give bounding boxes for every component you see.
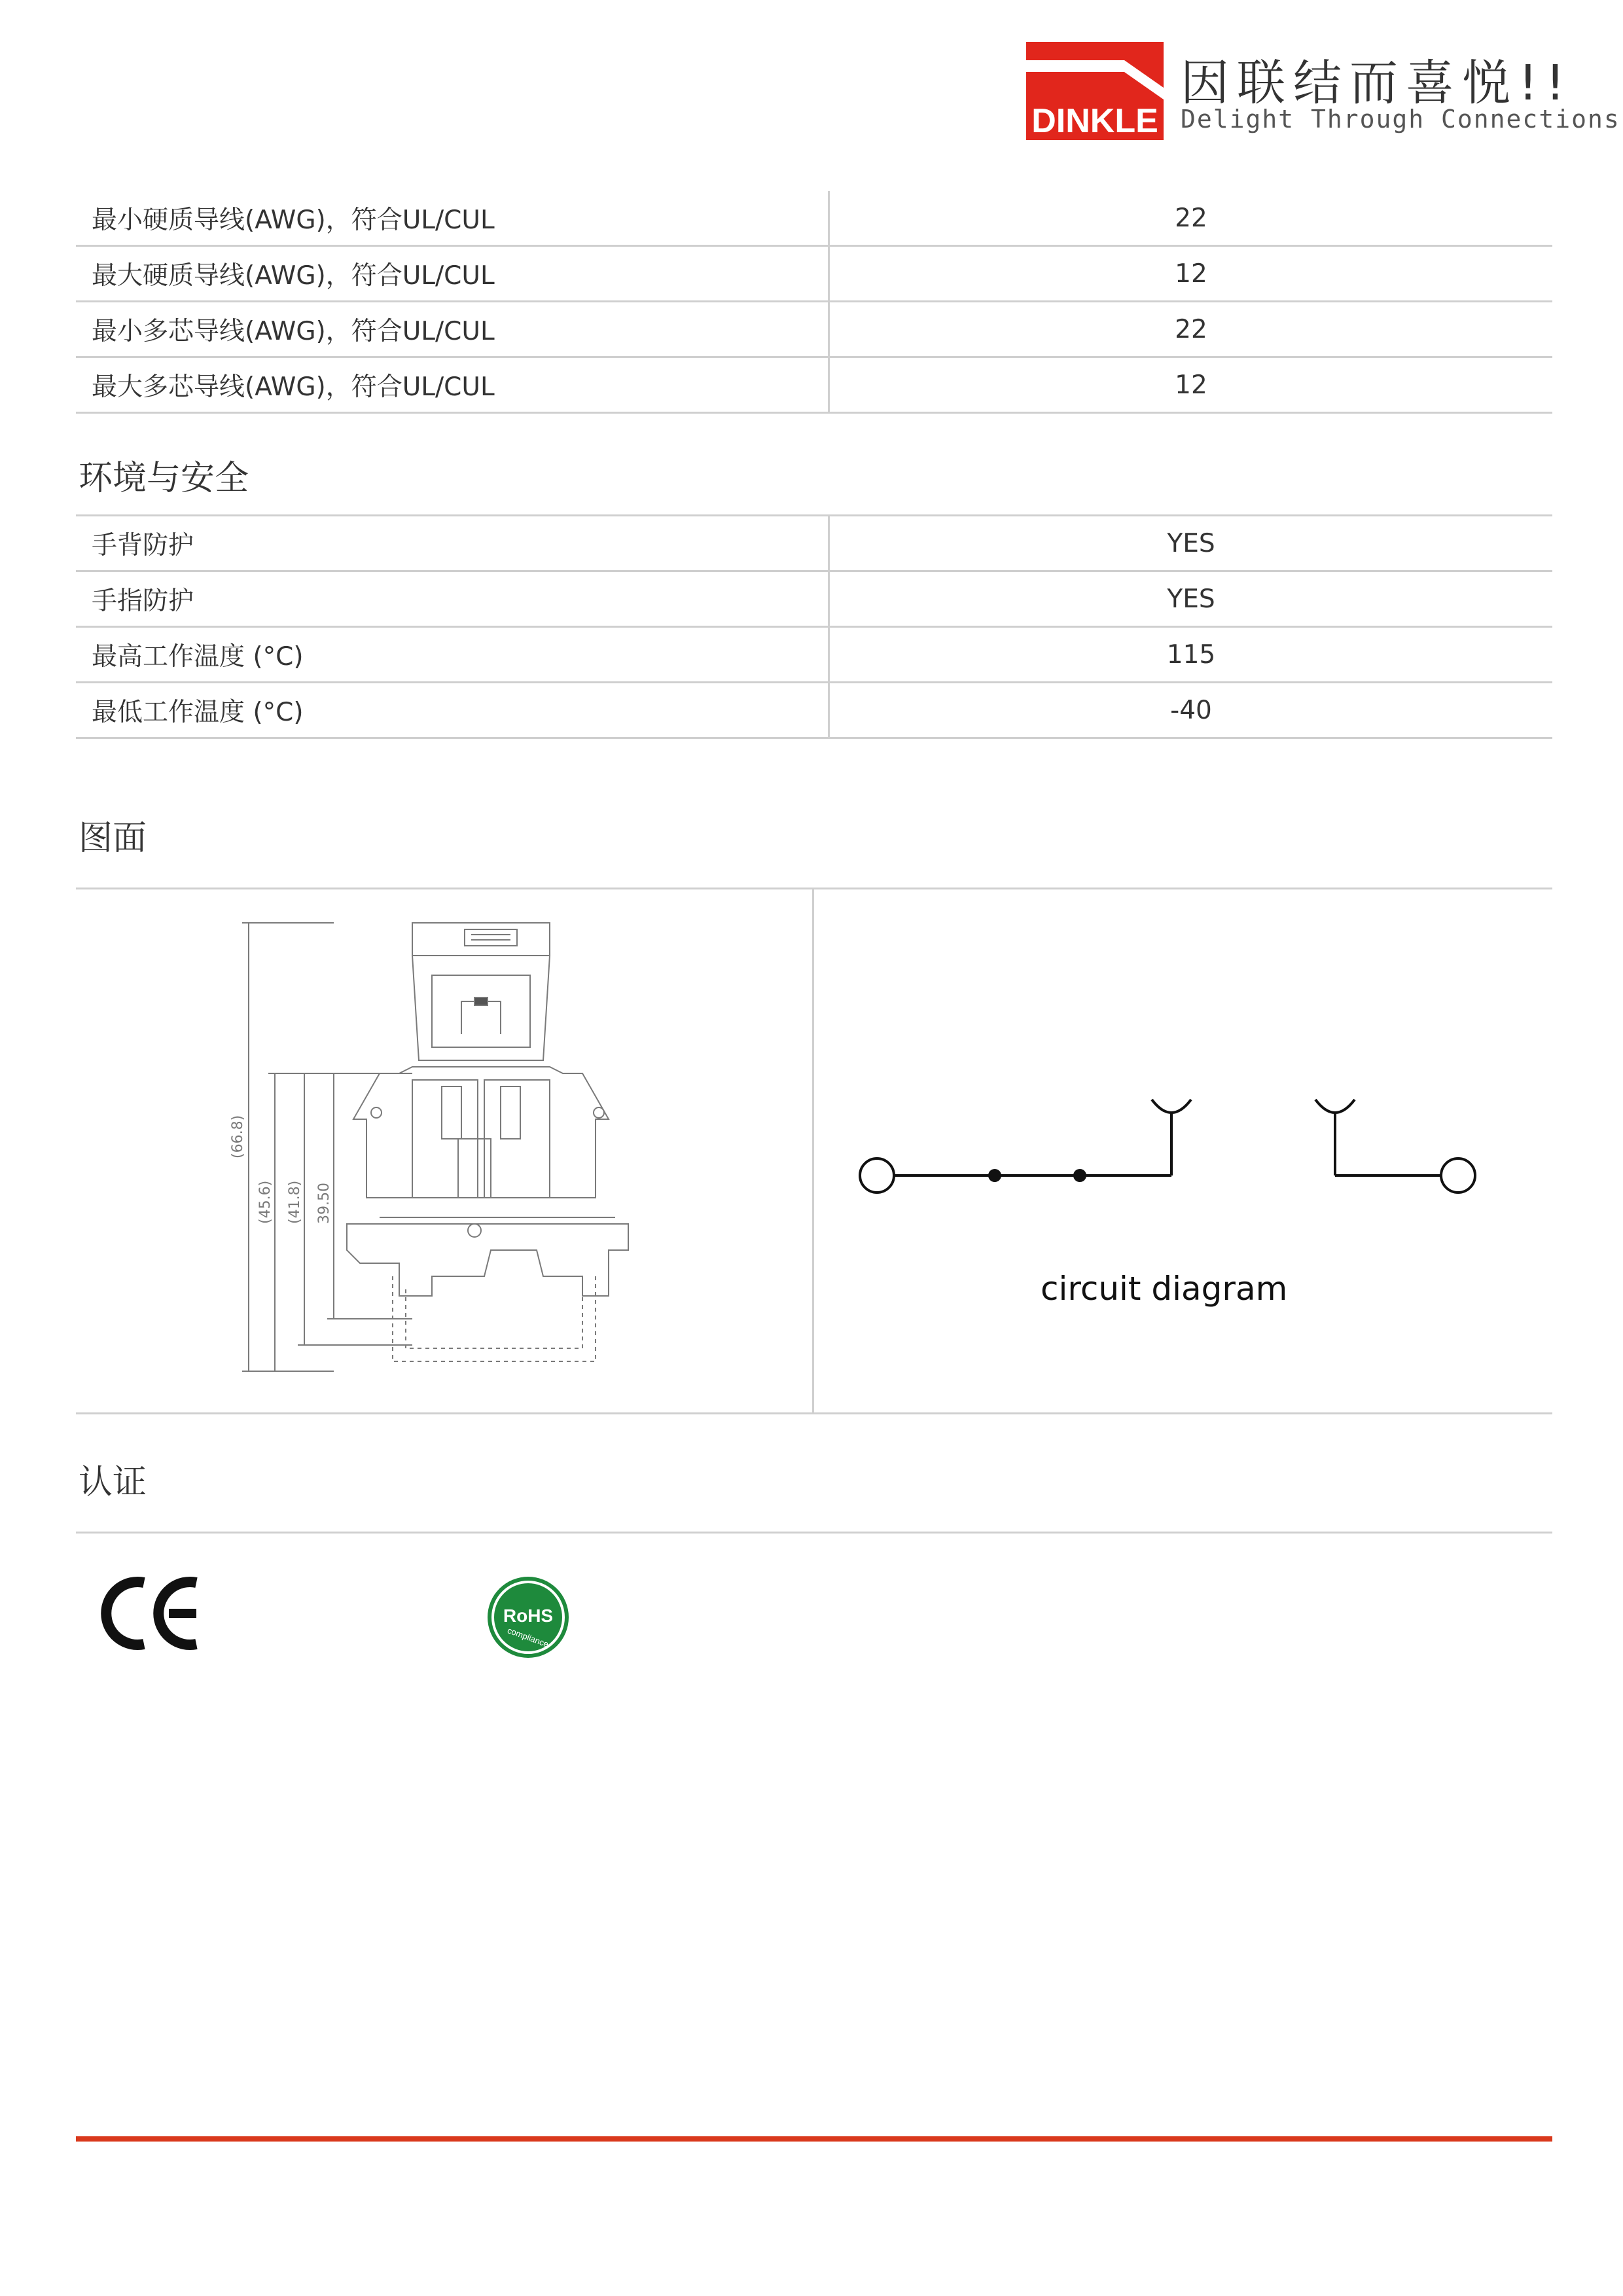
slogan-english: Delight Through Connections xyxy=(1181,105,1620,134)
table-row xyxy=(76,191,1552,246)
junction-dot xyxy=(988,1169,1001,1182)
wire-spec-table xyxy=(76,191,1552,414)
divider xyxy=(76,1412,1552,1414)
rohs-subtext: compliance xyxy=(506,1625,550,1649)
dimension-label: (45.6) xyxy=(257,1180,274,1224)
spec-value: 22 xyxy=(829,302,1553,357)
table-row xyxy=(76,357,1552,413)
circuit-diagram-label: circuit diagram xyxy=(1041,1270,1288,1308)
table-row xyxy=(76,516,1552,571)
environment-table xyxy=(76,514,1552,739)
rohs-badge-icon xyxy=(486,1575,571,1660)
dimension-label: (66.8) xyxy=(230,1115,246,1158)
slogan-chinese: 因联结而喜悦!! xyxy=(1181,55,1573,111)
spec-label: 最低工作温度 (°C) xyxy=(76,683,829,738)
section-title-certifications: 认证 xyxy=(79,1463,147,1502)
footer-line xyxy=(76,2136,1552,2142)
section-title-drawings: 图面 xyxy=(79,819,147,858)
spec-label: 最大硬质导线(AWG)，符合UL/CUL xyxy=(76,246,829,302)
circuit-diagram xyxy=(844,1080,1486,1211)
logo-text: DINKLE xyxy=(1031,102,1158,140)
divider xyxy=(76,888,1552,889)
divider xyxy=(76,1532,1552,1534)
dimension-label: (41.8) xyxy=(287,1180,303,1224)
junction-dot xyxy=(1073,1169,1086,1182)
spec-label: 最小硬质导线(AWG)，符合UL/CUL xyxy=(76,191,829,246)
table-row xyxy=(76,683,1552,738)
brand-logo xyxy=(1026,42,1620,140)
table-row xyxy=(76,571,1552,627)
ce-mark-icon xyxy=(98,1571,203,1656)
divider xyxy=(812,888,814,1414)
spec-label: 手背防护 xyxy=(76,516,829,571)
dimension-label: 39.50 xyxy=(316,1183,332,1224)
spec-value: YES xyxy=(829,516,1553,571)
spec-value: YES xyxy=(829,571,1553,627)
spec-value: 115 xyxy=(829,627,1553,683)
dinkle-logo-icon xyxy=(1026,42,1164,140)
spec-label: 手指防护 xyxy=(76,571,829,627)
rohs-text: RoHS xyxy=(503,1605,554,1626)
spec-label: 最高工作温度 (°C) xyxy=(76,627,829,683)
spec-label: 最大多芯导线(AWG)，符合UL/CUL xyxy=(76,357,829,413)
table-row xyxy=(76,246,1552,302)
table-row xyxy=(76,627,1552,683)
spec-value: -40 xyxy=(829,683,1553,738)
spec-value: 12 xyxy=(829,357,1553,413)
table-row xyxy=(76,302,1552,357)
spec-value: 22 xyxy=(829,191,1553,246)
terminal-block-drawing xyxy=(216,910,648,1381)
section-title-environment: 环境与安全 xyxy=(79,459,249,498)
spec-value: 12 xyxy=(829,246,1553,302)
spec-label: 最小多芯导线(AWG)，符合UL/CUL xyxy=(76,302,829,357)
